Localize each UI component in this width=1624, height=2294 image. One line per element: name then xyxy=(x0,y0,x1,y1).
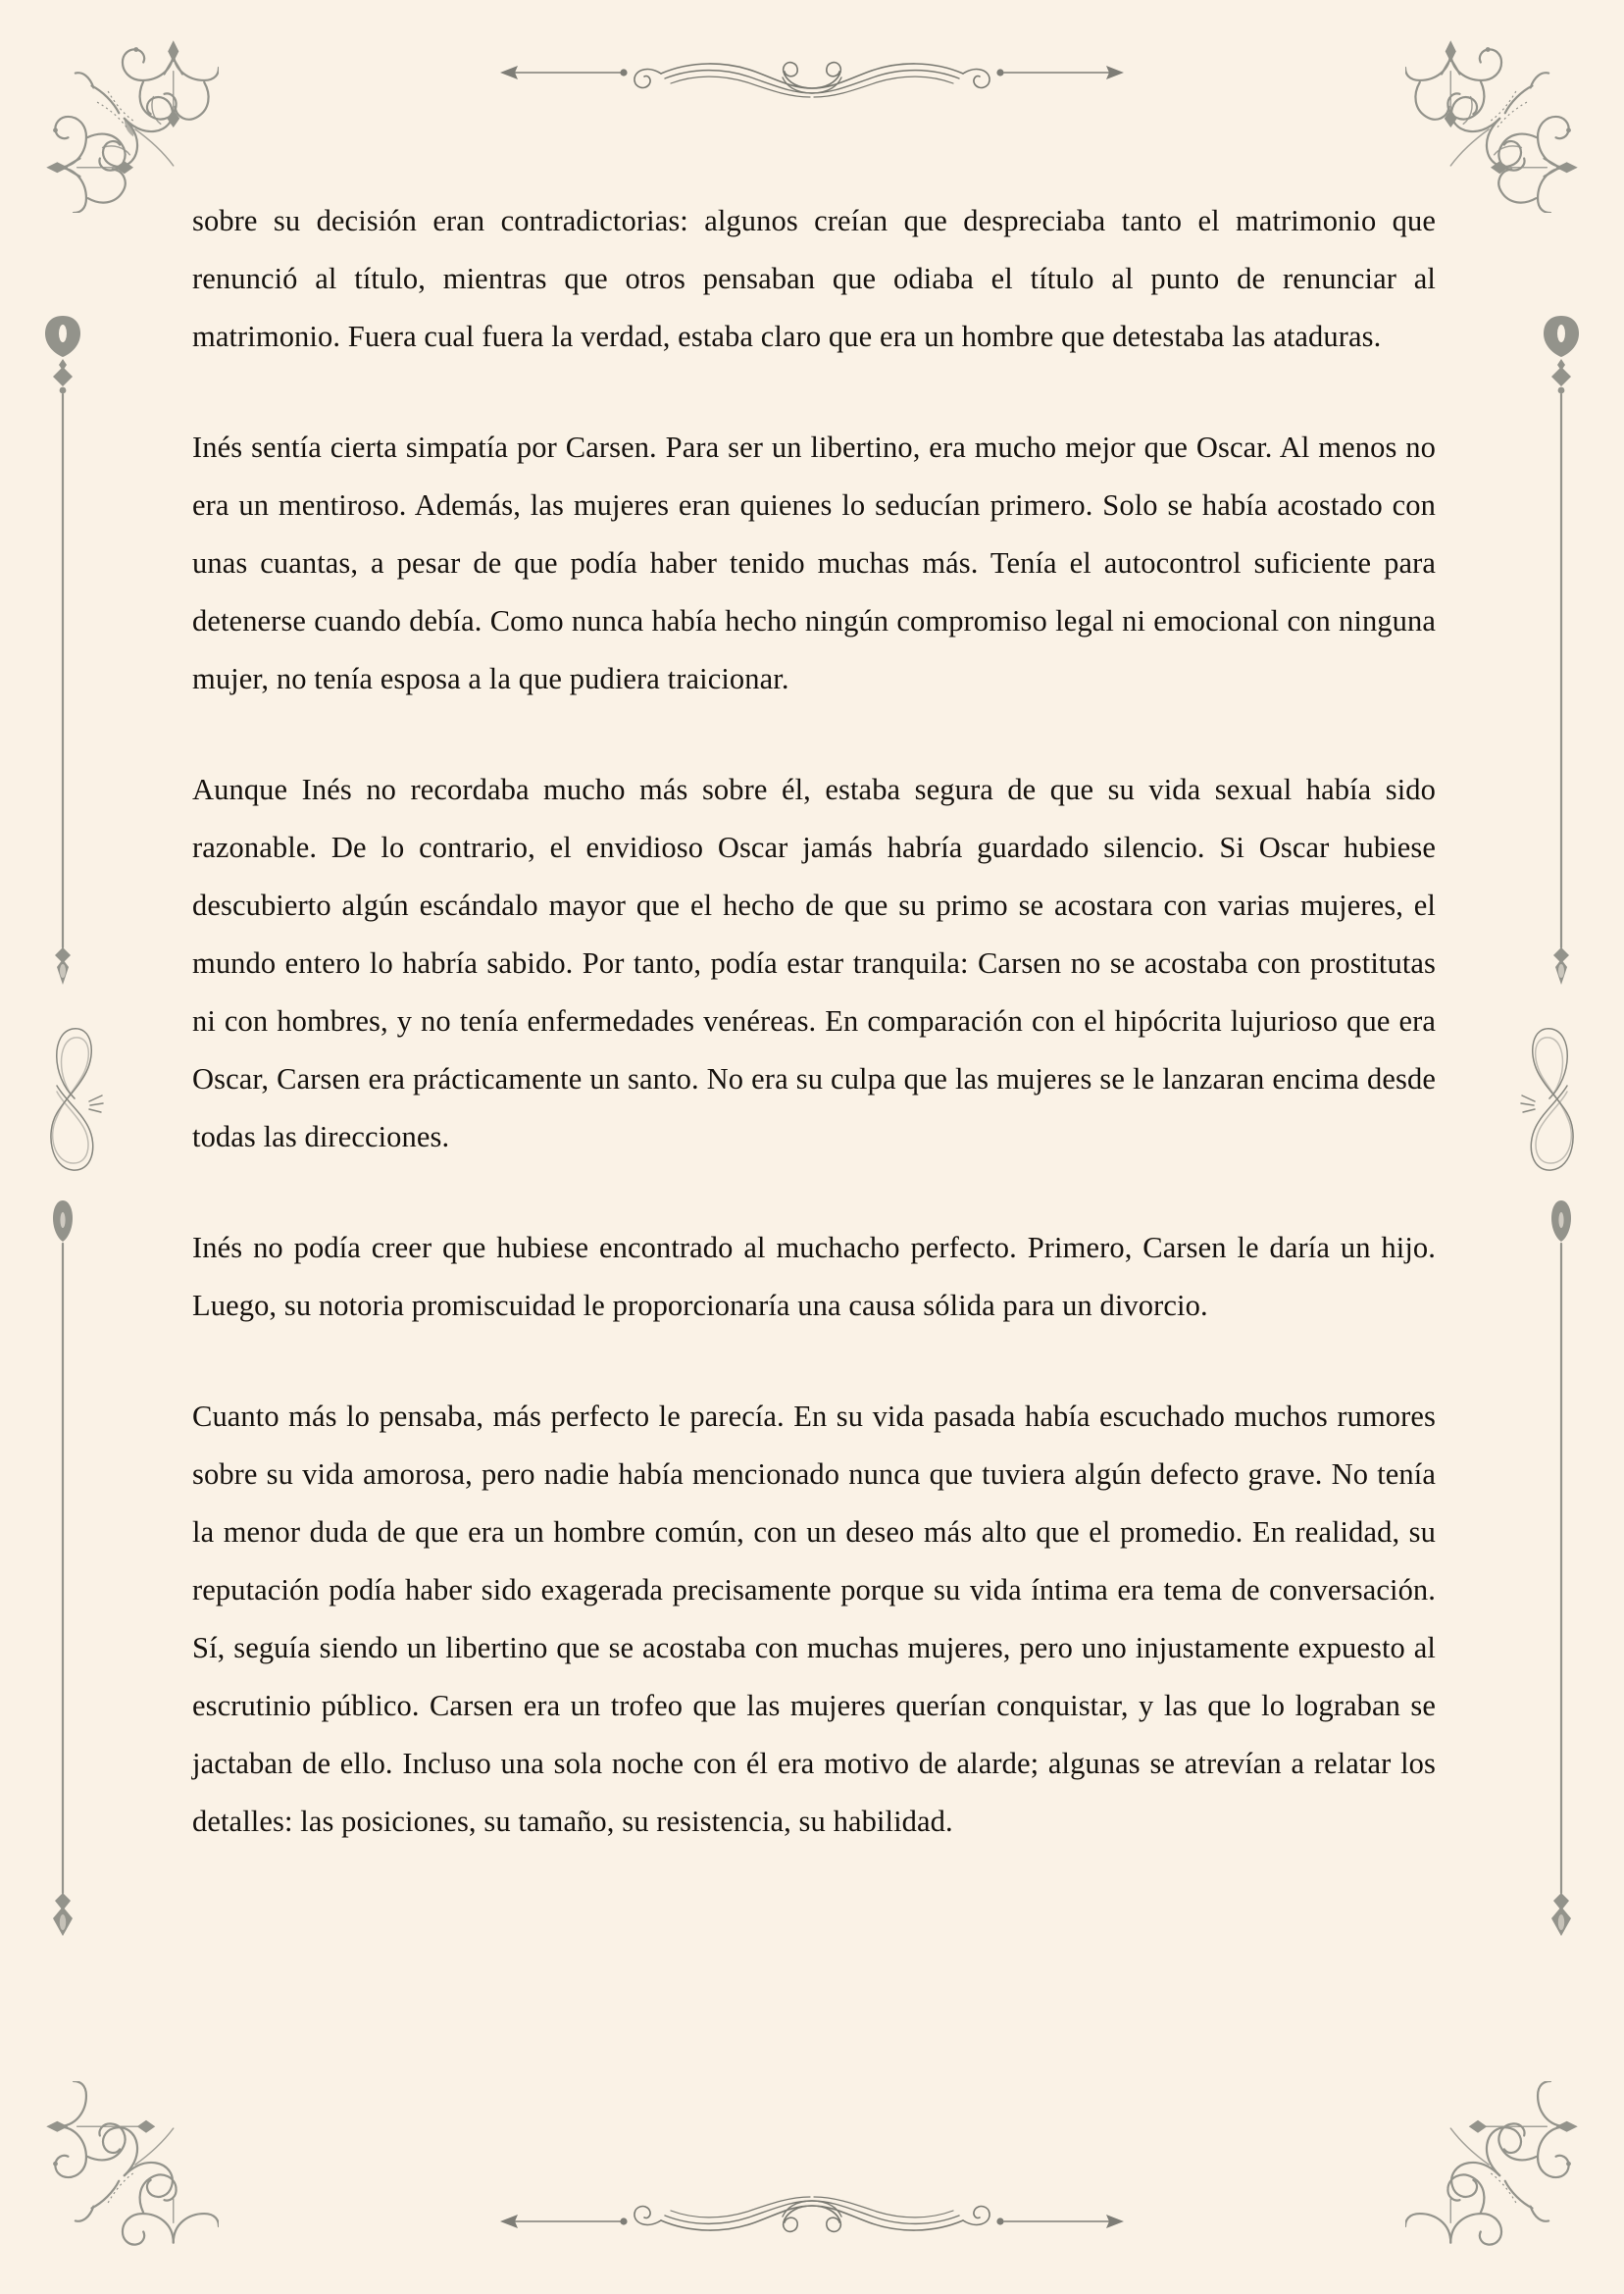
infinity-knot-ornament-right xyxy=(1510,1015,1589,1187)
filigree-corner-ornament-top-right xyxy=(1405,31,1587,218)
vertical-rod-ornament-left-lower xyxy=(43,1198,82,1949)
page-body-text xyxy=(192,192,1436,1851)
flourish-divider-ornament-bottom xyxy=(498,2185,1126,2253)
filigree-corner-ornament-top-left xyxy=(37,31,219,218)
paragraph-2: Inés sentía cierta simpatía por Carsen. Para ser un libertino, era mucho mejor que Oscar. Al menos no era un mentiroso. Además, las mujeres eran quienes lo seducían primero. Solo se había acostado con unas cuantas, a pesar de que podía haber tenido muchas más. Tenía el autocontrol suficiente para detenerse cuando debía. Como nunca había hecho ningún compromiso legal ni emocional con ninguna mujer, no tenía esposa a la que pudiera traicionar. xyxy=(192,431,1436,695)
filigree-corner-ornament-bottom-right xyxy=(1405,2076,1587,2263)
paragraph-1: sobre su decisión eran contradictorias: algunos creían que despreciaba tanto el matrimonio que renunció al título, mientras que otros pensaban que odiaba el título al punto de renunciar al matrimonio. Fuera cual fuera la verdad, estaba claro que era un hombre que detestaba las ataduras. xyxy=(192,204,1436,353)
paragraph-5: Cuanto más lo pensaba, más perfecto le parecía. En su vida pasada había escuchado muchos rumores sobre su vida amorosa, pero nadie había mencionado nunca que tuviera algún defecto grave. No tenía la menor duda de que era un hombre común, con un deseo más alto que el promedio. En realidad, su reputación podía haber sido exagerada precisamente porque su vida íntima era tema de conversación. Sí, seguía siendo un libertino que se acostaba con muchas mujeres, pero uno injustamente expuesto al escrutinio público. Carsen era un trofeo que las mujeres querían conquistar, y las que lo lograban se jactaban de ello. Incluso una sola noche con él era motivo de alarde; algunas se atrevían a relatar los detalles: las posiciones, su tamaño, su resistencia, su habilidad. xyxy=(192,1400,1436,1838)
infinity-knot-ornament-left xyxy=(35,1015,114,1187)
vertical-rod-ornament-left-upper xyxy=(43,312,82,994)
paragraph-4: Inés no podía creer que hubiese encontrado al muchacho perfecto. Primero, Carsen le daría un hijo. Luego, su notoria promiscuidad le proporcionaría una causa sólida para un divorcio. xyxy=(192,1231,1436,1322)
vertical-rod-ornament-right-lower xyxy=(1542,1198,1581,1949)
filigree-corner-ornament-bottom-left xyxy=(37,2076,219,2263)
flourish-divider-ornament-top xyxy=(498,41,1126,109)
vertical-rod-ornament-right-upper xyxy=(1542,312,1581,994)
paragraph-3: Aunque Inés no recordaba mucho más sobre él, estaba segura de que su vida sexual había sido razonable. De lo contrario, el envidioso Oscar jamás habría guardado silencio. Si Oscar hubiese descubierto algún escándalo mayor que el hecho de que su primo se acostara con varias mujeres, el mundo entero lo habría sabido. Por tanto, podía estar tranquila: Carsen no se acostaba con prostitutas ni con hombres, y no tenía enfermedades venéreas. En comparación con el hipócrita lujurioso que era Oscar, Carsen era prácticamente un santo. No era su culpa que las mujeres se le lanzaran encima desde todas las direcciones. xyxy=(192,773,1436,1153)
